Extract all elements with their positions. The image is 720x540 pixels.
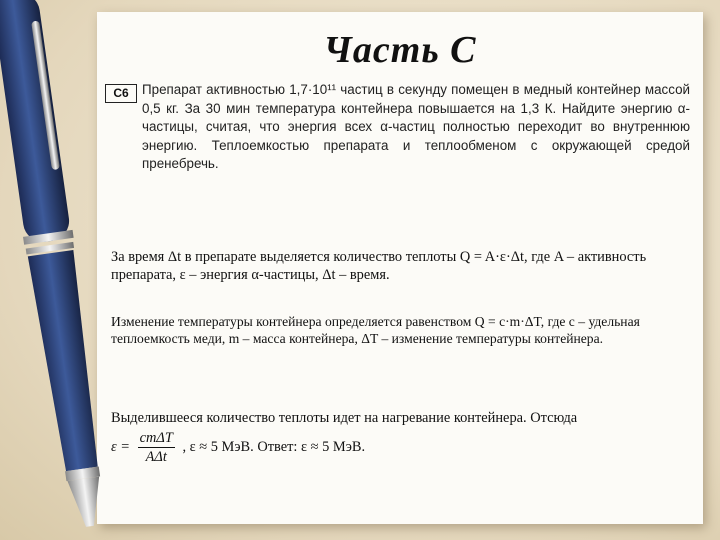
formula-result: , ε ≈ 5 МэВ. Ответ: ε ≈ 5 МэВ. <box>182 438 366 455</box>
formula-denominator: AΔt <box>145 449 167 465</box>
solution-paragraph-3-text: Выделившееся количество теплоты идет на нагревание контейнера. Отсюда <box>111 410 578 426</box>
pen-illustration <box>0 0 120 540</box>
formula-lhs: ε = <box>111 438 130 455</box>
formula-fraction <box>138 429 175 466</box>
solution-paragraph-1: За время Δt в препарате выделяется количество теплоты Q = A·ε·Δt, где A – активность препарата, ε – энергия α-частицы, Δt – время. <box>111 249 647 283</box>
slide-page <box>97 12 703 524</box>
task-label: С6 <box>105 84 137 103</box>
solution-paragraph-2: Изменение температуры контейнера определяется равенством Q = c·m·ΔT, где c – удельная теплоемкость меди, m – масса контейнера, ΔT – изменение температуры контейнера. <box>111 314 640 346</box>
slide-title: Часть С <box>323 29 477 71</box>
formula-numerator: cmΔT <box>139 430 173 446</box>
final-formula <box>111 429 691 466</box>
solution-paragraph-3 <box>111 409 691 466</box>
problem-text: Препарат активностью 1,7·10¹¹ частиц в секунду помещен в медный контейнер массой 0,5 кг. За 30 мин температура контейнера повышается на 1,3 К. Найдите энергию α-частицы, считая, что энергия всех α-частиц полностью переходит во внутреннюю энергию. Теплоемкостью препарата и теплообменом с окружающей средой пренебречь. <box>142 82 690 172</box>
